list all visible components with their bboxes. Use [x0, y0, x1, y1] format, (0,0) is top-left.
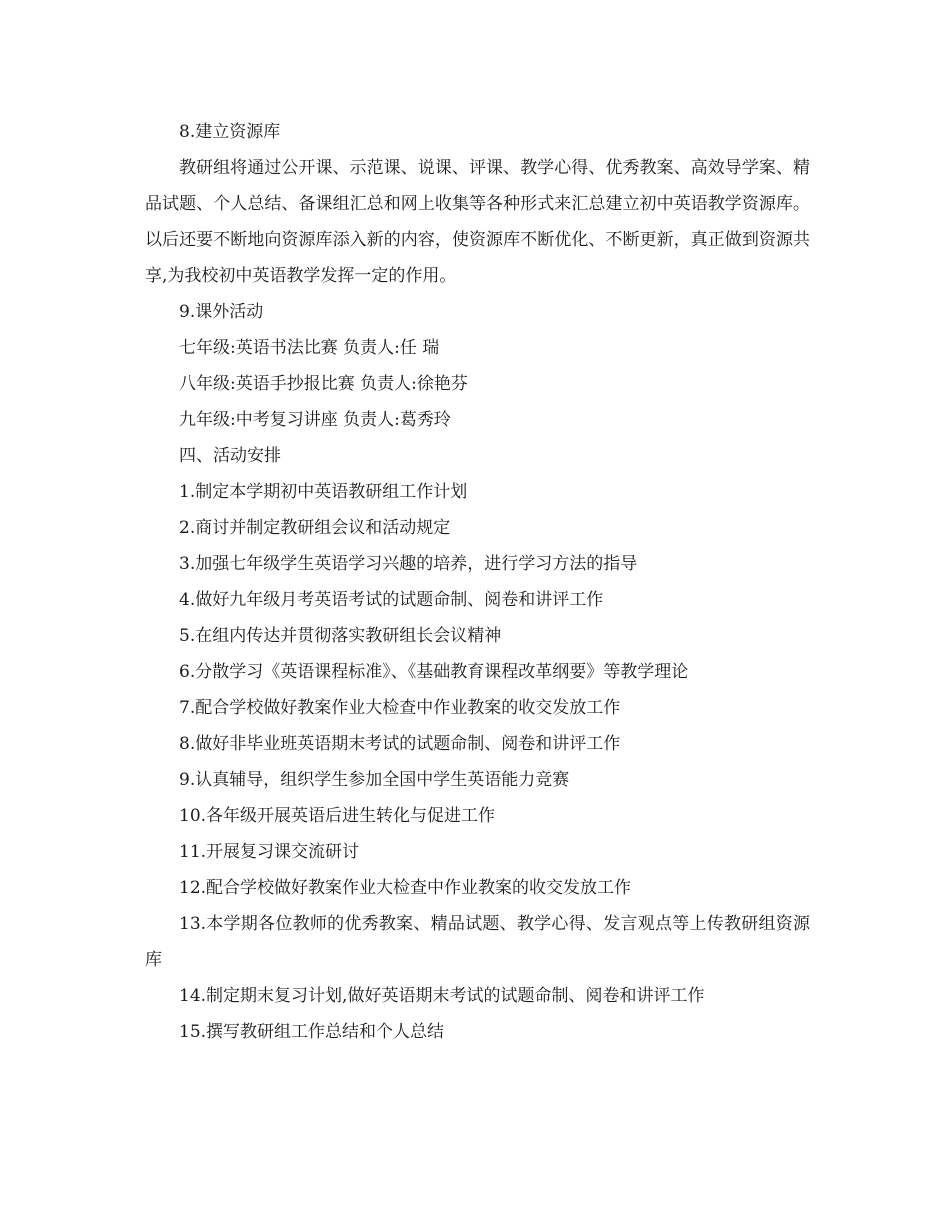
schedule-item-3: 3.加强七年级学生英语学习兴趣的培养，进行学习方法的指导: [179, 554, 638, 574]
paragraph-resource-library: 教研组将通过公开课、示范课、说课、评课、教学心得、优秀教案、高效导学案、精品试题、个人总结、备课组汇总和网上收集等各种形式来汇总建立初中英语教学资源库。以后还要不断地向资源库添入新的内容，使资源库不断优化、不断更新，真正做到资源共享,为我校初中英语教学发挥一定的作用。: [145, 158, 810, 286]
document-body: [145, 114, 810, 1050]
schedule-item-12: 12.配合学校做好教案作业大检查中作业教案的收交发放工作: [179, 878, 632, 898]
schedule-item-8: 8.做好非毕业班英语期末考试的试题命制、阅卷和讲评工作: [179, 734, 621, 754]
activity-grade-7: 七年级:英语书法比赛 负责人:任 瑞: [179, 338, 440, 358]
heading-extracurricular: 9.课外活动: [179, 302, 264, 322]
schedule-item-10: 10.各年级开展英语后进生转化与促进工作: [179, 806, 496, 826]
schedule-item-7: 7.配合学校做好教案作业大检查中作业教案的收交发放工作: [179, 698, 621, 718]
schedule-item-11: 11.开展复习课交流研讨: [179, 842, 360, 862]
heading-activity-schedule: 四、活动安排: [179, 446, 281, 466]
schedule-item-1: 1.制定本学期初中英语教研组工作计划: [179, 482, 468, 502]
schedule-item-15: 15.撰写教研组工作总结和个人总结: [179, 1022, 445, 1042]
schedule-item-5: 5.在组内传达并贯彻落实教研组长会议精神: [179, 626, 502, 646]
activity-grade-8: 八年级:英语手抄报比赛 负责人:徐艳芬: [179, 374, 468, 394]
schedule-item-6: 6.分散学习《英语课程标准》、《基础教育课程改革纲要》等教学理论: [179, 662, 689, 682]
schedule-item-13: 13.本学期各位教师的优秀教案、精品试题、教学心得、发言观点等上传教研组资源库: [145, 914, 810, 970]
schedule-item-14: 14.制定期末复习计划,做好英语期末考试的试题命制、阅卷和讲评工作: [179, 986, 705, 1006]
heading-resource-library: 8.建立资源库: [179, 122, 281, 142]
schedule-item-4: 4.做好九年级月考英语考试的试题命制、阅卷和讲评工作: [179, 590, 604, 610]
schedule-item-9: 9.认真辅导，组织学生参加全国中学生英语能力竞赛: [179, 770, 570, 790]
schedule-item-2: 2.商讨并制定教研组会议和活动规定: [179, 518, 451, 538]
activity-grade-9: 九年级:中考复习讲座 负责人:葛秀玲: [179, 410, 451, 430]
